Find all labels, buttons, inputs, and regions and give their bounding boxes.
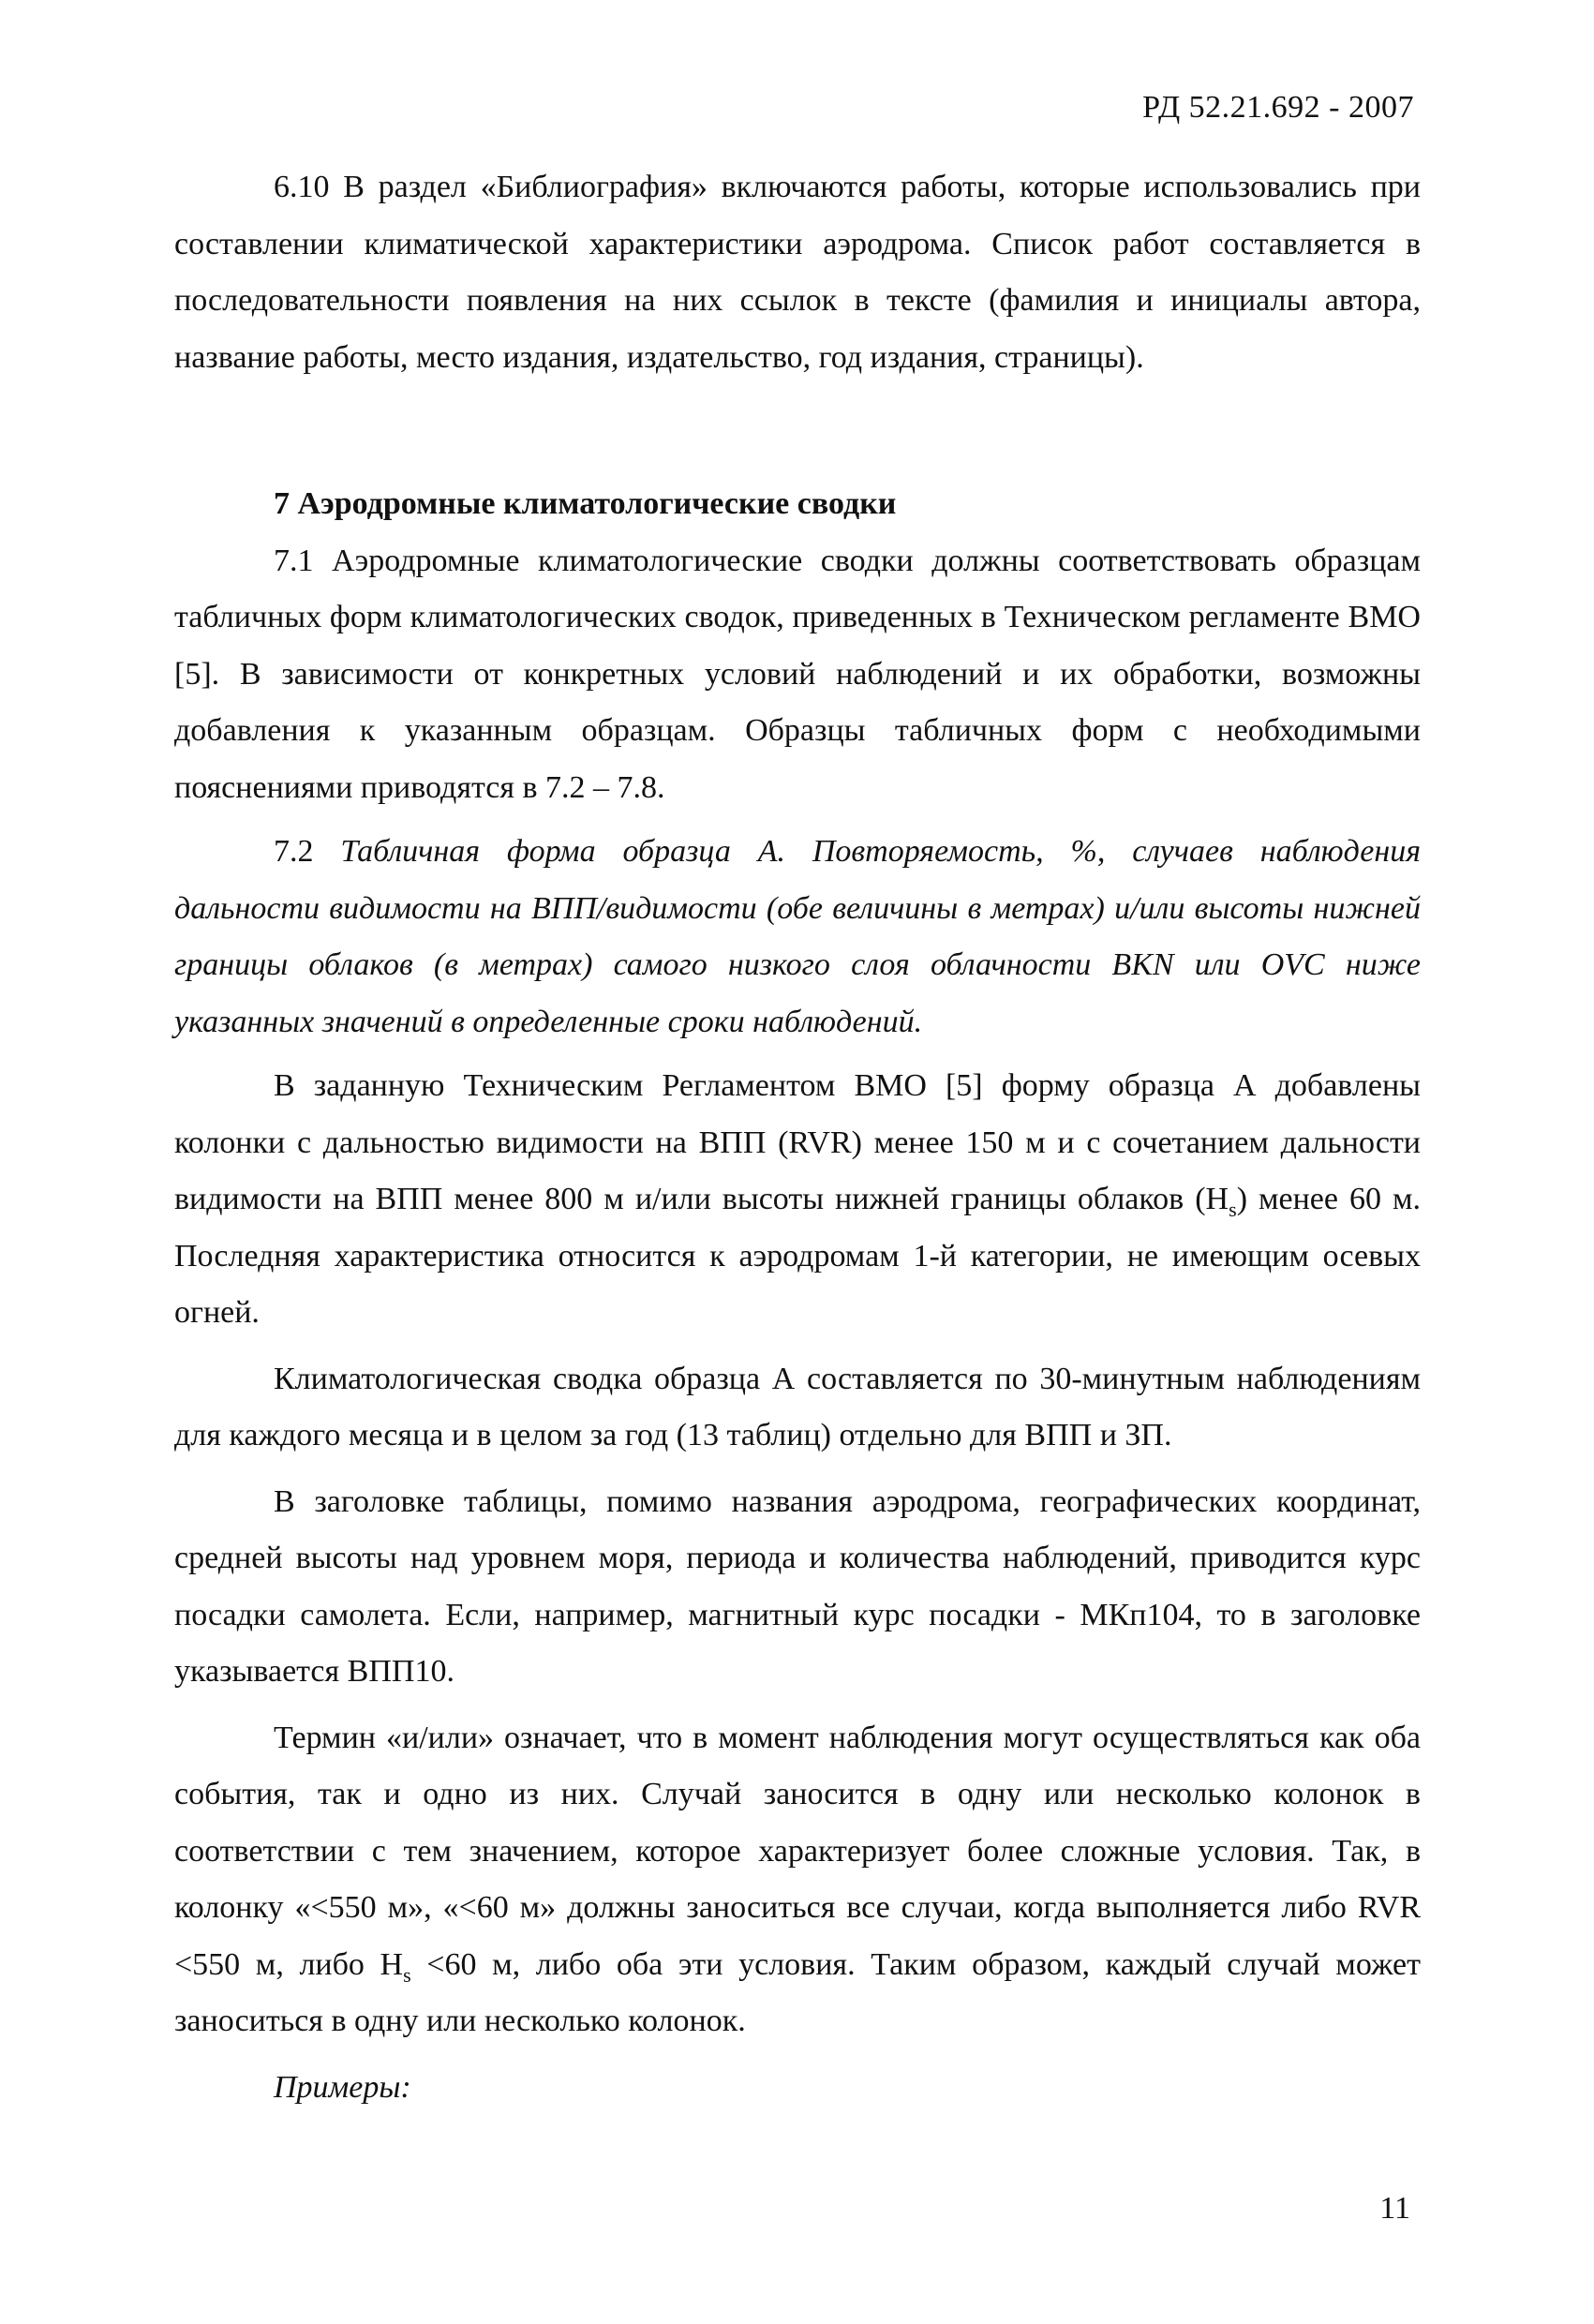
paragraph-7-1: 7.1 Аэродромные климатологические сводки должны соответствовать образцам табличных форм климатологических сводок, приведенных в Техническом регламенте ВМО [5]. В зависимости от конкретных условий наблюдений и их обработки, возможны добавления к указанным образцам. Образцы табличных форм с необходимыми пояснениями приводятся в 7.2 – 7.8. [174,543,1421,805]
paragraph-added-part-1: В заданную Техническим Регламентом ВМО [5] форму образца А добавлены колонки с дальностью видимости на ВПП (RVR) менее 150 м и с сочетанием дальности видимости на ВПП менее 800 м и/или высоты нижней границы облаков (Н [174,1068,1421,1216]
document-body [174,159,1421,2116]
paragraph-term-part-1: Термин «и/или» означает, что в момент наблюдения могут осуществляться как оба события, так и одно из них. Случай заносится в одну или несколько колонок в соответствии с тем значением, которое характеризует более сложные условия. Так, в колонку «<550 м», «<60 м» должны заноситься все случаи, когда выполняется либо RVR <550 м, либо Н [174,1720,1421,1982]
paragraph-added-columns [174,1058,1421,1342]
section-7-heading: 7 Аэродромные климатологические сводки [274,486,897,521]
paragraph-6-10: 6.10 В раздел «Библиография» включаются работы, которые использовались при составлении климатической характеристики аэродрома. Список работ составляется в последовательности появления на них ссылок в тексте (фамилия и инициалы автора, название работы, место издания, издательство, год издания, страницы). [174,170,1421,375]
paragraph-table-header: В заголовке таблицы, помимо названия аэродрома, географических координат, средней высоты над уровнем моря, периода и количества наблюдений, приводится курс посадки самолета. Если, например, магнитный курс посадки - МКп104, то в заголовке указывается ВПП10. [174,1483,1421,1689]
examples-label: Примеры: [274,2069,411,2105]
paragraph-7-2-title: Табличная форма образца А. Повторяемость, %, случаев наблюдения дальности видимости на ВПП/видимости (обе величины в метрах) и/или высоты нижней границы облаков (в метрах) самого низкого слоя облачности BKN или OVC ниже указанных значений в определенные сроки наблюдений. [174,834,1422,1039]
paragraph-term-part-2: <60 м, либо оба эти условия. Таким образом, каждый случай может заноситься в одну или несколько колонок. [174,1946,1421,2038]
paragraph-summary: Климатологическая сводка образца А составляется по 30-минутным наблюдениям для каждого месяца и в целом за год (13 таблиц) отдельно для ВПП и ЗП. [174,1361,1421,1452]
paragraph-7-2-number: 7.2 [274,834,341,869]
page-number: 11 [1379,2191,1410,2226]
paragraph-7-2 [174,824,1421,1050]
subscript-s: s [1229,1197,1237,1221]
document-header-id: РД 52.21.692 - 2007 [1142,90,1414,125]
subscript-s: s [403,1962,411,1987]
paragraph-term [174,1710,1421,2050]
paragraph-added-part-2: ) менее 60 м. Последняя характеристика относится к аэродромам 1-й категории, не имеющим осевых огней. [174,1182,1422,1330]
